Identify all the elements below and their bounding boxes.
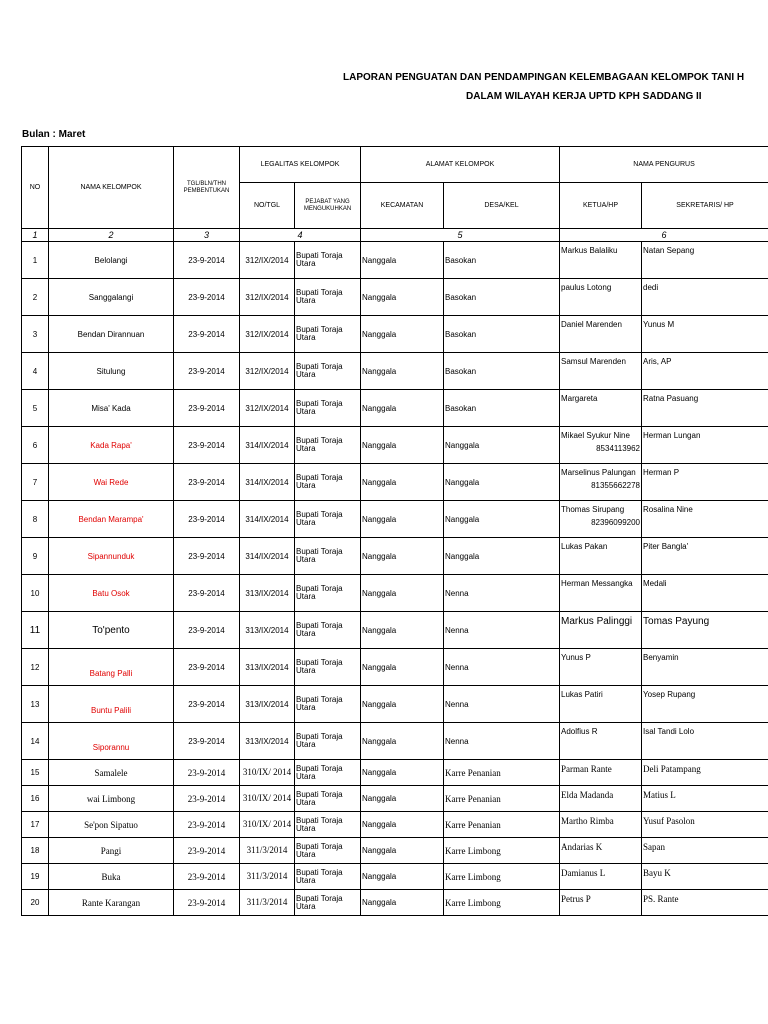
cell-desa: Karre Limbong <box>444 864 560 890</box>
col-header-no: NO <box>22 147 49 229</box>
cell-desa: Basokan <box>444 390 560 427</box>
cell-no: 1 <box>22 242 49 279</box>
cell-kecamatan: Nanggala <box>361 316 444 353</box>
cell-desa: Karre Limbong <box>444 838 560 864</box>
col-header-legalitas: LEGALITAS KELOMPOK <box>240 147 361 183</box>
cell-pejabat: Bupati Toraja Utara <box>295 864 361 890</box>
table-row <box>22 316 768 353</box>
cell-kecamatan: Nanggala <box>361 353 444 390</box>
cell-ketua <box>560 316 642 353</box>
cell-desa: Nanggala <box>444 538 560 575</box>
cell-no: 6 <box>22 427 49 464</box>
ketua-name: Margareta <box>561 394 598 403</box>
cell-nama-kelompok: Sipannunduk <box>49 538 174 575</box>
cell-pejabat: Bupati Toraja Utara <box>295 649 361 686</box>
cell-no: 7 <box>22 464 49 501</box>
cell-desa: Nanggala <box>444 427 560 464</box>
cell-nama-kelompok: Buka <box>49 864 174 890</box>
table-row <box>22 464 768 501</box>
cell-tgl: 23-9-2014 <box>174 890 240 916</box>
ketua-name: Elda Madanda <box>561 790 614 800</box>
cell-kecamatan: Nanggala <box>361 501 444 538</box>
cell-kecamatan: Nanggala <box>361 890 444 916</box>
cell-no: 19 <box>22 864 49 890</box>
table-row <box>22 575 768 612</box>
cell-desa: Nenna <box>444 686 560 723</box>
table-row <box>22 686 768 723</box>
cell-nama-kelompok: Samalele <box>49 760 174 786</box>
cell-no-tgl: 314/IX/2014 <box>240 501 295 538</box>
cell-no: 17 <box>22 812 49 838</box>
cell-tgl: 23-9-2014 <box>174 390 240 427</box>
cell-nama-kelompok: Rante Karangan <box>49 890 174 916</box>
cell-tgl: 23-9-2014 <box>174 812 240 838</box>
cell-nama-kelompok-text: Buntu Palili <box>90 705 132 715</box>
cell-pejabat: Bupati Toraja Utara <box>295 723 361 760</box>
ketua-name: Petrus P <box>561 894 591 904</box>
col-header-desa: DESA/KEL <box>444 183 560 229</box>
cell-no-tgl: 310/IX/ 2014 <box>240 786 295 812</box>
cell-ketua <box>560 786 642 812</box>
cell-no: 14 <box>22 723 49 760</box>
cell-no: 11 <box>22 612 49 649</box>
cell-kecamatan: Nanggala <box>361 686 444 723</box>
cell-no-tgl: 313/IX/2014 <box>240 612 295 649</box>
table-row <box>22 786 768 812</box>
col-header-kecamatan: KECAMATAN <box>361 183 444 229</box>
cell-pejabat: Bupati Toraja Utara <box>295 501 361 538</box>
cell-ketua <box>560 464 642 501</box>
table-row <box>22 279 768 316</box>
cell-ketua <box>560 686 642 723</box>
cell-sekretaris: Aris, AP <box>642 353 768 390</box>
table-row <box>22 649 768 686</box>
cell-nama-kelompok <box>49 649 174 686</box>
cell-ketua <box>560 353 642 390</box>
cell-kecamatan: Nanggala <box>361 812 444 838</box>
ketua-name: Herman Messangka <box>561 579 633 588</box>
table-row <box>22 723 768 760</box>
table-row <box>22 242 768 279</box>
table-row <box>22 501 768 538</box>
cell-sekretaris: Piter Bangla' <box>642 538 768 575</box>
cell-no-tgl: 313/IX/2014 <box>240 649 295 686</box>
ketua-name: Yunus P <box>561 653 591 662</box>
cell-sekretaris: Matius L <box>642 786 768 812</box>
cell-sekretaris: Herman Lungan <box>642 427 768 464</box>
cell-desa: Basokan <box>444 316 560 353</box>
cell-no-tgl: 313/IX/2014 <box>240 575 295 612</box>
ketua-name: Daniel Marenden <box>561 320 622 329</box>
cell-ketua <box>560 864 642 890</box>
cell-sekretaris: Sapan <box>642 838 768 864</box>
cell-nama-kelompok-text: Batang Palli <box>89 668 133 678</box>
cell-desa: Karre Limbong <box>444 890 560 916</box>
col-header-nama-pengurus: NAMA PENGURUS <box>560 147 768 183</box>
cell-tgl: 23-9-2014 <box>174 242 240 279</box>
cell-pejabat: Bupati Toraja Utara <box>295 538 361 575</box>
table-row <box>22 890 768 916</box>
cell-tgl: 23-9-2014 <box>174 723 240 760</box>
cell-desa: Karre Penanian <box>444 760 560 786</box>
cell-pejabat: Bupati Toraja Utara <box>295 686 361 723</box>
cell-tgl: 23-9-2014 <box>174 864 240 890</box>
table-row <box>22 427 768 464</box>
cell-nama-kelompok: Bendan Marampa' <box>49 501 174 538</box>
cell-ketua <box>560 890 642 916</box>
kelompok-tani-table <box>21 146 768 916</box>
ketua-phone: 81355662278 <box>591 481 641 490</box>
cell-sekretaris: Herman P <box>642 464 768 501</box>
cell-pejabat: Bupati Toraja Utara <box>295 427 361 464</box>
cell-ketua <box>560 812 642 838</box>
ketua-name: Markus Balaliku <box>561 246 618 255</box>
cell-tgl: 23-9-2014 <box>174 538 240 575</box>
cell-no: 18 <box>22 838 49 864</box>
cell-nama-kelompok: wai Limbong <box>49 786 174 812</box>
ketua-name: Thomas Sirupang <box>561 505 625 514</box>
cell-pejabat: Bupati Toraja Utara <box>295 760 361 786</box>
cell-nama-kelompok-text: Siporannu <box>92 742 130 752</box>
ketua-name: Lukas Pakan <box>561 542 608 551</box>
cell-desa: Basokan <box>444 279 560 316</box>
cell-nama-kelompok: Kada Rapa' <box>49 427 174 464</box>
cell-ketua <box>560 612 642 649</box>
col-header-pejabat: PEJABAT YANG MENGUKUHKAN <box>295 183 361 229</box>
cell-no: 15 <box>22 760 49 786</box>
cell-no: 16 <box>22 786 49 812</box>
cell-desa: Nenna <box>444 575 560 612</box>
cell-ketua <box>560 538 642 575</box>
cell-sekretaris: Deli Patampang <box>642 760 768 786</box>
cell-desa: Basokan <box>444 242 560 279</box>
cell-no: 8 <box>22 501 49 538</box>
cell-no: 12 <box>22 649 49 686</box>
cell-pejabat: Bupati Toraja Utara <box>295 279 361 316</box>
cell-no: 2 <box>22 279 49 316</box>
cell-pejabat: Bupati Toraja Utara <box>295 838 361 864</box>
ketua-name: Mikael Syukur Nine <box>561 431 630 440</box>
ketua-name: Markus Palinggi <box>561 616 633 627</box>
cell-no: 20 <box>22 890 49 916</box>
cell-no-tgl: 310/IX/ 2014 <box>240 760 295 786</box>
col-header-ketua: KETUA/HP <box>560 183 642 229</box>
cell-kecamatan: Nanggala <box>361 242 444 279</box>
cell-desa: Nanggala <box>444 501 560 538</box>
cell-sekretaris: Bayu K <box>642 864 768 890</box>
cell-nama-kelompok: Sanggalangi <box>49 279 174 316</box>
cell-no: 4 <box>22 353 49 390</box>
ketua-phone: 8534113962 <box>596 444 641 453</box>
cell-ketua <box>560 575 642 612</box>
cell-no-tgl: 311/3/2014 <box>240 864 295 890</box>
cell-kecamatan: Nanggala <box>361 612 444 649</box>
cell-ketua <box>560 501 642 538</box>
cell-kecamatan: Nanggala <box>361 786 444 812</box>
cell-nama-kelompok: Misa' Kada <box>49 390 174 427</box>
col-header-nama-kelompok: NAMA KELOMPOK <box>49 147 174 229</box>
cell-pejabat: Bupati Toraja Utara <box>295 890 361 916</box>
cell-kecamatan: Nanggala <box>361 760 444 786</box>
table-row <box>22 838 768 864</box>
cell-desa: Nenna <box>444 723 560 760</box>
col-number: 2 <box>49 229 174 242</box>
cell-desa: Basokan <box>444 353 560 390</box>
col-header-alamat: ALAMAT KELOMPOK <box>361 147 560 183</box>
cell-tgl: 23-9-2014 <box>174 353 240 390</box>
ketua-name: Marselinus Palungan <box>561 468 636 477</box>
cell-tgl: 23-9-2014 <box>174 612 240 649</box>
cell-pejabat: Bupati Toraja Utara <box>295 353 361 390</box>
col-number: 1 <box>22 229 49 242</box>
cell-pejabat: Bupati Toraja Utara <box>295 242 361 279</box>
ketua-phone: 82396099200 <box>591 518 641 527</box>
cell-nama-kelompok <box>49 723 174 760</box>
ketua-name: Samsul Marenden <box>561 357 626 366</box>
cell-nama-kelompok: To'pento <box>49 612 174 649</box>
cell-sekretaris: PS. Rante <box>642 890 768 916</box>
cell-no-tgl: 311/3/2014 <box>240 890 295 916</box>
table-row <box>22 612 768 649</box>
cell-sekretaris: Isal Tandi Lolo <box>642 723 768 760</box>
month-label: Bulan : Maret <box>22 129 86 140</box>
cell-ketua <box>560 649 642 686</box>
table-row <box>22 864 768 890</box>
table-row <box>22 538 768 575</box>
report-title-line1: LAPORAN PENGUATAN DAN PENDAMPINGAN KELEMBAGAAN KELOMPOK TANI H <box>343 72 745 83</box>
cell-tgl: 23-9-2014 <box>174 427 240 464</box>
cell-no-tgl: 311/3/2014 <box>240 838 295 864</box>
cell-tgl: 23-9-2014 <box>174 279 240 316</box>
cell-kecamatan: Nanggala <box>361 390 444 427</box>
col-number: 6 <box>560 229 768 242</box>
cell-no-tgl: 312/IX/2014 <box>240 390 295 427</box>
cell-kecamatan: Nanggala <box>361 464 444 501</box>
cell-sekretaris: Tomas Payung <box>642 612 768 649</box>
cell-no-tgl: 313/IX/2014 <box>240 723 295 760</box>
cell-pejabat: Bupati Toraja Utara <box>295 464 361 501</box>
cell-tgl: 23-9-2014 <box>174 649 240 686</box>
cell-kecamatan: Nanggala <box>361 838 444 864</box>
cell-no: 3 <box>22 316 49 353</box>
cell-ketua <box>560 279 642 316</box>
cell-tgl: 23-9-2014 <box>174 575 240 612</box>
cell-nama-kelompok: Belolangi <box>49 242 174 279</box>
cell-kecamatan: Nanggala <box>361 427 444 464</box>
cell-no-tgl: 310/IX/ 2014 <box>240 812 295 838</box>
cell-pejabat: Bupati Toraja Utara <box>295 812 361 838</box>
ketua-name: Martho Rimba <box>561 816 614 826</box>
col-number: 4 <box>240 229 361 242</box>
cell-tgl: 23-9-2014 <box>174 786 240 812</box>
cell-tgl: 23-9-2014 <box>174 316 240 353</box>
cell-tgl: 23-9-2014 <box>174 760 240 786</box>
cell-sekretaris: Rosalina Nine <box>642 501 768 538</box>
cell-ketua <box>560 427 642 464</box>
cell-sekretaris: Benyamin <box>642 649 768 686</box>
cell-ketua <box>560 242 642 279</box>
cell-nama-kelompok: Pangi <box>49 838 174 864</box>
cell-no: 5 <box>22 390 49 427</box>
cell-kecamatan: Nanggala <box>361 575 444 612</box>
cell-pejabat: Bupati Toraja Utara <box>295 612 361 649</box>
ketua-name: Andarias K <box>561 842 603 852</box>
cell-desa: Karre Penanian <box>444 812 560 838</box>
cell-no: 9 <box>22 538 49 575</box>
cell-nama-kelompok: Bendan Dirannuan <box>49 316 174 353</box>
ketua-name: Parman Rante <box>561 764 612 774</box>
cell-sekretaris: Yusuf Pasolon <box>642 812 768 838</box>
cell-sekretaris: Yunus M <box>642 316 768 353</box>
cell-nama-kelompok: Batu Osok <box>49 575 174 612</box>
table-row <box>22 390 768 427</box>
cell-ketua <box>560 390 642 427</box>
cell-nama-kelompok: Wai Rede <box>49 464 174 501</box>
cell-tgl: 23-9-2014 <box>174 838 240 864</box>
table-row <box>22 760 768 786</box>
cell-no-tgl: 313/IX/2014 <box>240 686 295 723</box>
cell-tgl: 23-9-2014 <box>174 464 240 501</box>
cell-pejabat: Bupati Toraja Utara <box>295 390 361 427</box>
cell-nama-kelompok: Se'pon Sipatuo <box>49 812 174 838</box>
ketua-name: Lukas Patiri <box>561 690 603 699</box>
ketua-name: paulus Lotong <box>561 283 612 292</box>
cell-desa: Nanggala <box>444 464 560 501</box>
cell-tgl: 23-9-2014 <box>174 501 240 538</box>
col-header-no-tgl: NO/TGL <box>240 183 295 229</box>
ketua-name: Adolfius R <box>561 727 598 736</box>
col-header-sekretaris: SEKRETARIS/ HP <box>642 183 768 229</box>
cell-sekretaris: Yosep Rupang <box>642 686 768 723</box>
cell-ketua <box>560 723 642 760</box>
cell-nama-kelompok: Situlung <box>49 353 174 390</box>
cell-no-tgl: 314/IX/2014 <box>240 427 295 464</box>
cell-sekretaris: Ratna Pasuang <box>642 390 768 427</box>
cell-no-tgl: 314/IX/2014 <box>240 464 295 501</box>
table-row <box>22 812 768 838</box>
cell-sekretaris: Natan Sepang <box>642 242 768 279</box>
cell-sekretaris: Medali <box>642 575 768 612</box>
cell-desa: Nenna <box>444 612 560 649</box>
col-number: 5 <box>361 229 560 242</box>
ketua-name: Damianus L <box>561 868 606 878</box>
cell-ketua <box>560 760 642 786</box>
col-number: 3 <box>174 229 240 242</box>
cell-pejabat: Bupati Toraja Utara <box>295 575 361 612</box>
cell-no-tgl: 312/IX/2014 <box>240 279 295 316</box>
cell-no: 10 <box>22 575 49 612</box>
col-header-tgl: TGL/BLN/THN PEMBENTUKAN <box>174 147 240 229</box>
cell-ketua <box>560 838 642 864</box>
cell-kecamatan: Nanggala <box>361 864 444 890</box>
cell-pejabat: Bupati Toraja Utara <box>295 316 361 353</box>
cell-kecamatan: Nanggala <box>361 279 444 316</box>
table-row <box>22 353 768 390</box>
cell-kecamatan: Nanggala <box>361 723 444 760</box>
cell-no-tgl: 314/IX/2014 <box>240 538 295 575</box>
cell-no-tgl: 312/IX/2014 <box>240 353 295 390</box>
cell-nama-kelompok <box>49 686 174 723</box>
cell-no-tgl: 312/IX/2014 <box>240 242 295 279</box>
cell-kecamatan: Nanggala <box>361 649 444 686</box>
cell-kecamatan: Nanggala <box>361 538 444 575</box>
cell-desa: Nenna <box>444 649 560 686</box>
cell-no-tgl: 312/IX/2014 <box>240 316 295 353</box>
report-title-line2: DALAM WILAYAH KERJA UPTD KPH SADDANG II <box>466 91 702 102</box>
cell-tgl: 23-9-2014 <box>174 686 240 723</box>
cell-sekretaris: dedi <box>642 279 768 316</box>
cell-pejabat: Bupati Toraja Utara <box>295 786 361 812</box>
cell-no: 13 <box>22 686 49 723</box>
cell-desa: Karre Penanian <box>444 786 560 812</box>
